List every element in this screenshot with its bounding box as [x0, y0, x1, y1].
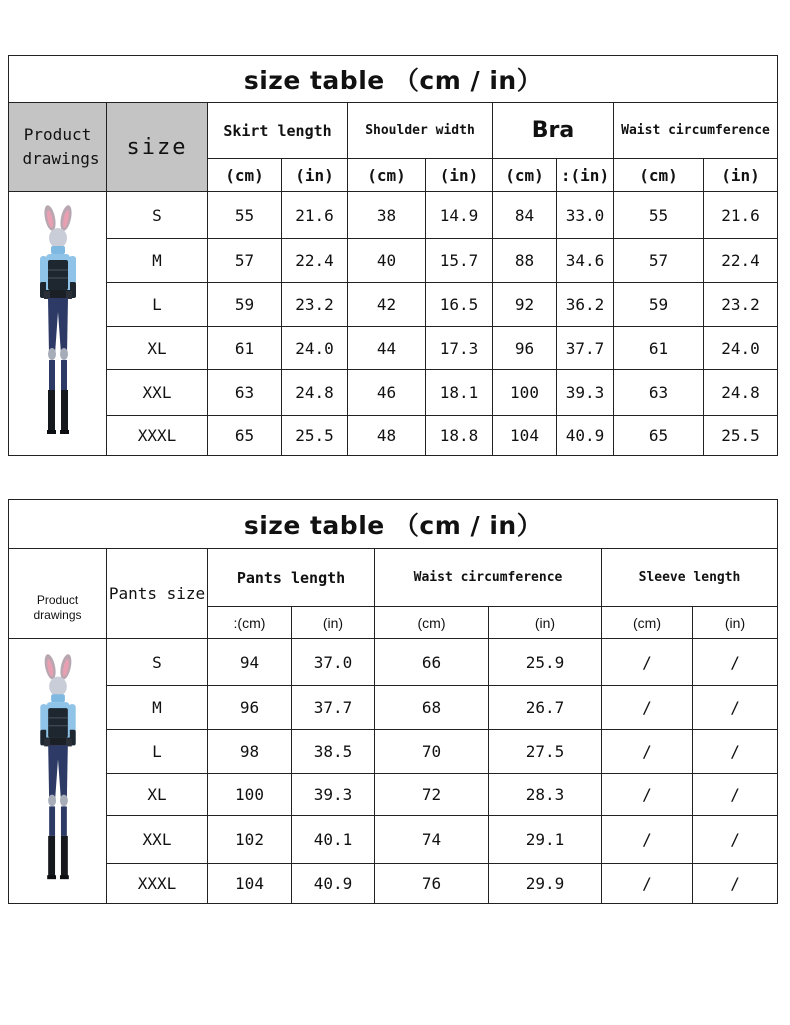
table2-cell: 40.1 — [292, 816, 375, 864]
table1-cell: 38 — [348, 192, 426, 239]
table1-cell: 55 — [208, 192, 282, 239]
table2-cell: / — [602, 730, 693, 774]
table2-cell: 27.5 — [489, 730, 602, 774]
table1-unit: (in) — [426, 159, 493, 192]
table1-cell: 25.5 — [704, 416, 778, 456]
table2-col-pants-length: Pants length — [208, 549, 375, 607]
table1-col-skirt-length: Skirt length — [208, 103, 348, 159]
table1-cell: 24.0 — [282, 327, 348, 370]
table2-cell: / — [693, 774, 778, 816]
table1-cell: 22.4 — [282, 239, 348, 283]
table1-cell: 36.2 — [557, 283, 614, 327]
table2-cell: 98 — [208, 730, 292, 774]
table2-product-image-cell — [9, 639, 107, 904]
table1-cell: 24.0 — [704, 327, 778, 370]
table2-cell: / — [693, 686, 778, 730]
table1-product-drawings-header — [9, 103, 107, 192]
table1-cell: 42 — [348, 283, 426, 327]
table2-title: size table （cm / in） — [9, 500, 778, 549]
table1-cell: 104 — [493, 416, 557, 456]
size-table-2 — [8, 499, 778, 904]
table1-cell: 21.6 — [282, 192, 348, 239]
table2-cell: 26.7 — [489, 686, 602, 730]
table1-cell: 33.0 — [557, 192, 614, 239]
bunny-cop-costume-figure-icon — [28, 653, 88, 889]
table2-cell: 70 — [375, 730, 489, 774]
table1-cell: 46 — [348, 370, 426, 416]
table1-cell: 59 — [614, 283, 704, 327]
table2-cell: / — [602, 864, 693, 904]
table2-unit: :(cm) — [208, 607, 292, 639]
table1-cell: 55 — [614, 192, 704, 239]
table1-cell: 65 — [208, 416, 282, 456]
table1-cell: 65 — [614, 416, 704, 456]
table1-cell: 25.5 — [282, 416, 348, 456]
table2-product-label: Product drawings — [33, 592, 82, 622]
table1-cell: 59 — [208, 283, 282, 327]
table2-cell: / — [693, 864, 778, 904]
table2-unit: (in) — [489, 607, 602, 639]
table2-col-sleeve-length: Sleeve length — [602, 549, 778, 607]
table2-cell: / — [602, 774, 693, 816]
table1-row-size: M — [107, 239, 208, 283]
table2-row-size: XXXL — [107, 864, 208, 904]
table2-cell: 66 — [375, 639, 489, 686]
table1-col-bra: Bra — [493, 103, 614, 159]
table2-cell: 96 — [208, 686, 292, 730]
table2-unit: (in) — [693, 607, 778, 639]
table1-product-label: Product drawings — [22, 125, 100, 168]
table2-cell: 100 — [208, 774, 292, 816]
table2-cell: 104 — [208, 864, 292, 904]
table1-cell: 57 — [208, 239, 282, 283]
table1-col-waist-circumference: Waist circumference — [614, 103, 778, 159]
table2-pants-size-header: Pants size — [107, 549, 208, 639]
table1-cell: 22.4 — [704, 239, 778, 283]
table1-cell: 63 — [614, 370, 704, 416]
table2-cell: 39.3 — [292, 774, 375, 816]
table1-unit: (in) — [704, 159, 778, 192]
table1-cell: 44 — [348, 327, 426, 370]
table1-cell: 84 — [493, 192, 557, 239]
table2-cell: 29.1 — [489, 816, 602, 864]
table1-cell: 40 — [348, 239, 426, 283]
table1-cell: 61 — [208, 327, 282, 370]
table1-cell: 57 — [614, 239, 704, 283]
table2-cell: / — [602, 639, 693, 686]
table1-cell: 40.9 — [557, 416, 614, 456]
table2-cell: 40.9 — [292, 864, 375, 904]
table2-cell: / — [693, 639, 778, 686]
table1-cell: 16.5 — [426, 283, 493, 327]
table1-col-shoulder-width: Shoulder width — [348, 103, 493, 159]
table2-cell: 29.9 — [489, 864, 602, 904]
table1-cell: 100 — [493, 370, 557, 416]
table1-unit: (cm) — [348, 159, 426, 192]
table1-cell: 39.3 — [557, 370, 614, 416]
table1-cell: 92 — [493, 283, 557, 327]
table1-row-size: XXXL — [107, 416, 208, 456]
table1-size-header: size — [107, 103, 208, 192]
table1-unit: (cm) — [493, 159, 557, 192]
size-table-1 — [8, 55, 778, 456]
table2-row-size: M — [107, 686, 208, 730]
table2-cell: 37.0 — [292, 639, 375, 686]
table1-unit: :(in) — [557, 159, 614, 192]
table1-product-image-cell — [9, 192, 107, 456]
table1-unit: (in) — [282, 159, 348, 192]
table2-unit: (cm) — [602, 607, 693, 639]
table2-cell: / — [693, 730, 778, 774]
table2-cell: / — [602, 816, 693, 864]
table1-cell: 88 — [493, 239, 557, 283]
table1-title: size table （cm / in） — [9, 56, 778, 103]
table1-cell: 34.6 — [557, 239, 614, 283]
table1-cell: 23.2 — [282, 283, 348, 327]
table1-cell: 37.7 — [557, 327, 614, 370]
table2-cell: 94 — [208, 639, 292, 686]
table2-cell: 28.3 — [489, 774, 602, 816]
table1-cell: 21.6 — [704, 192, 778, 239]
table1-row-size: XXL — [107, 370, 208, 416]
table1-cell: 15.7 — [426, 239, 493, 283]
table2-cell: 38.5 — [292, 730, 375, 774]
table2-cell: 37.7 — [292, 686, 375, 730]
table1-row-size: XL — [107, 327, 208, 370]
table2-cell: 102 — [208, 816, 292, 864]
table2-unit: (in) — [292, 607, 375, 639]
table1-cell: 14.9 — [426, 192, 493, 239]
table2-cell: 72 — [375, 774, 489, 816]
table1-cell: 18.1 — [426, 370, 493, 416]
table2-product-drawings-header — [9, 549, 107, 639]
table2-cell: 68 — [375, 686, 489, 730]
table1-cell: 17.3 — [426, 327, 493, 370]
bunny-cop-costume-figure-icon — [28, 204, 88, 444]
table1-unit: (cm) — [208, 159, 282, 192]
table2-col-waist-circumference: Waist circumference — [375, 549, 602, 607]
table2-cell: 74 — [375, 816, 489, 864]
table1-cell: 24.8 — [704, 370, 778, 416]
table1-cell: 48 — [348, 416, 426, 456]
table2-row-size: XXL — [107, 816, 208, 864]
table1-cell: 18.8 — [426, 416, 493, 456]
table2-cell: / — [693, 816, 778, 864]
table1-cell: 63 — [208, 370, 282, 416]
table1-cell: 61 — [614, 327, 704, 370]
table2-cell: 25.9 — [489, 639, 602, 686]
table1-cell: 96 — [493, 327, 557, 370]
table1-row-size: L — [107, 283, 208, 327]
table2-cell: 76 — [375, 864, 489, 904]
table2-row-size: S — [107, 639, 208, 686]
table1-row-size: S — [107, 192, 208, 239]
table1-cell: 24.8 — [282, 370, 348, 416]
table2-unit: (cm) — [375, 607, 489, 639]
table2-row-size: XL — [107, 774, 208, 816]
table1-cell: 23.2 — [704, 283, 778, 327]
table1-unit: (cm) — [614, 159, 704, 192]
table2-row-size: L — [107, 730, 208, 774]
table2-cell: / — [602, 686, 693, 730]
